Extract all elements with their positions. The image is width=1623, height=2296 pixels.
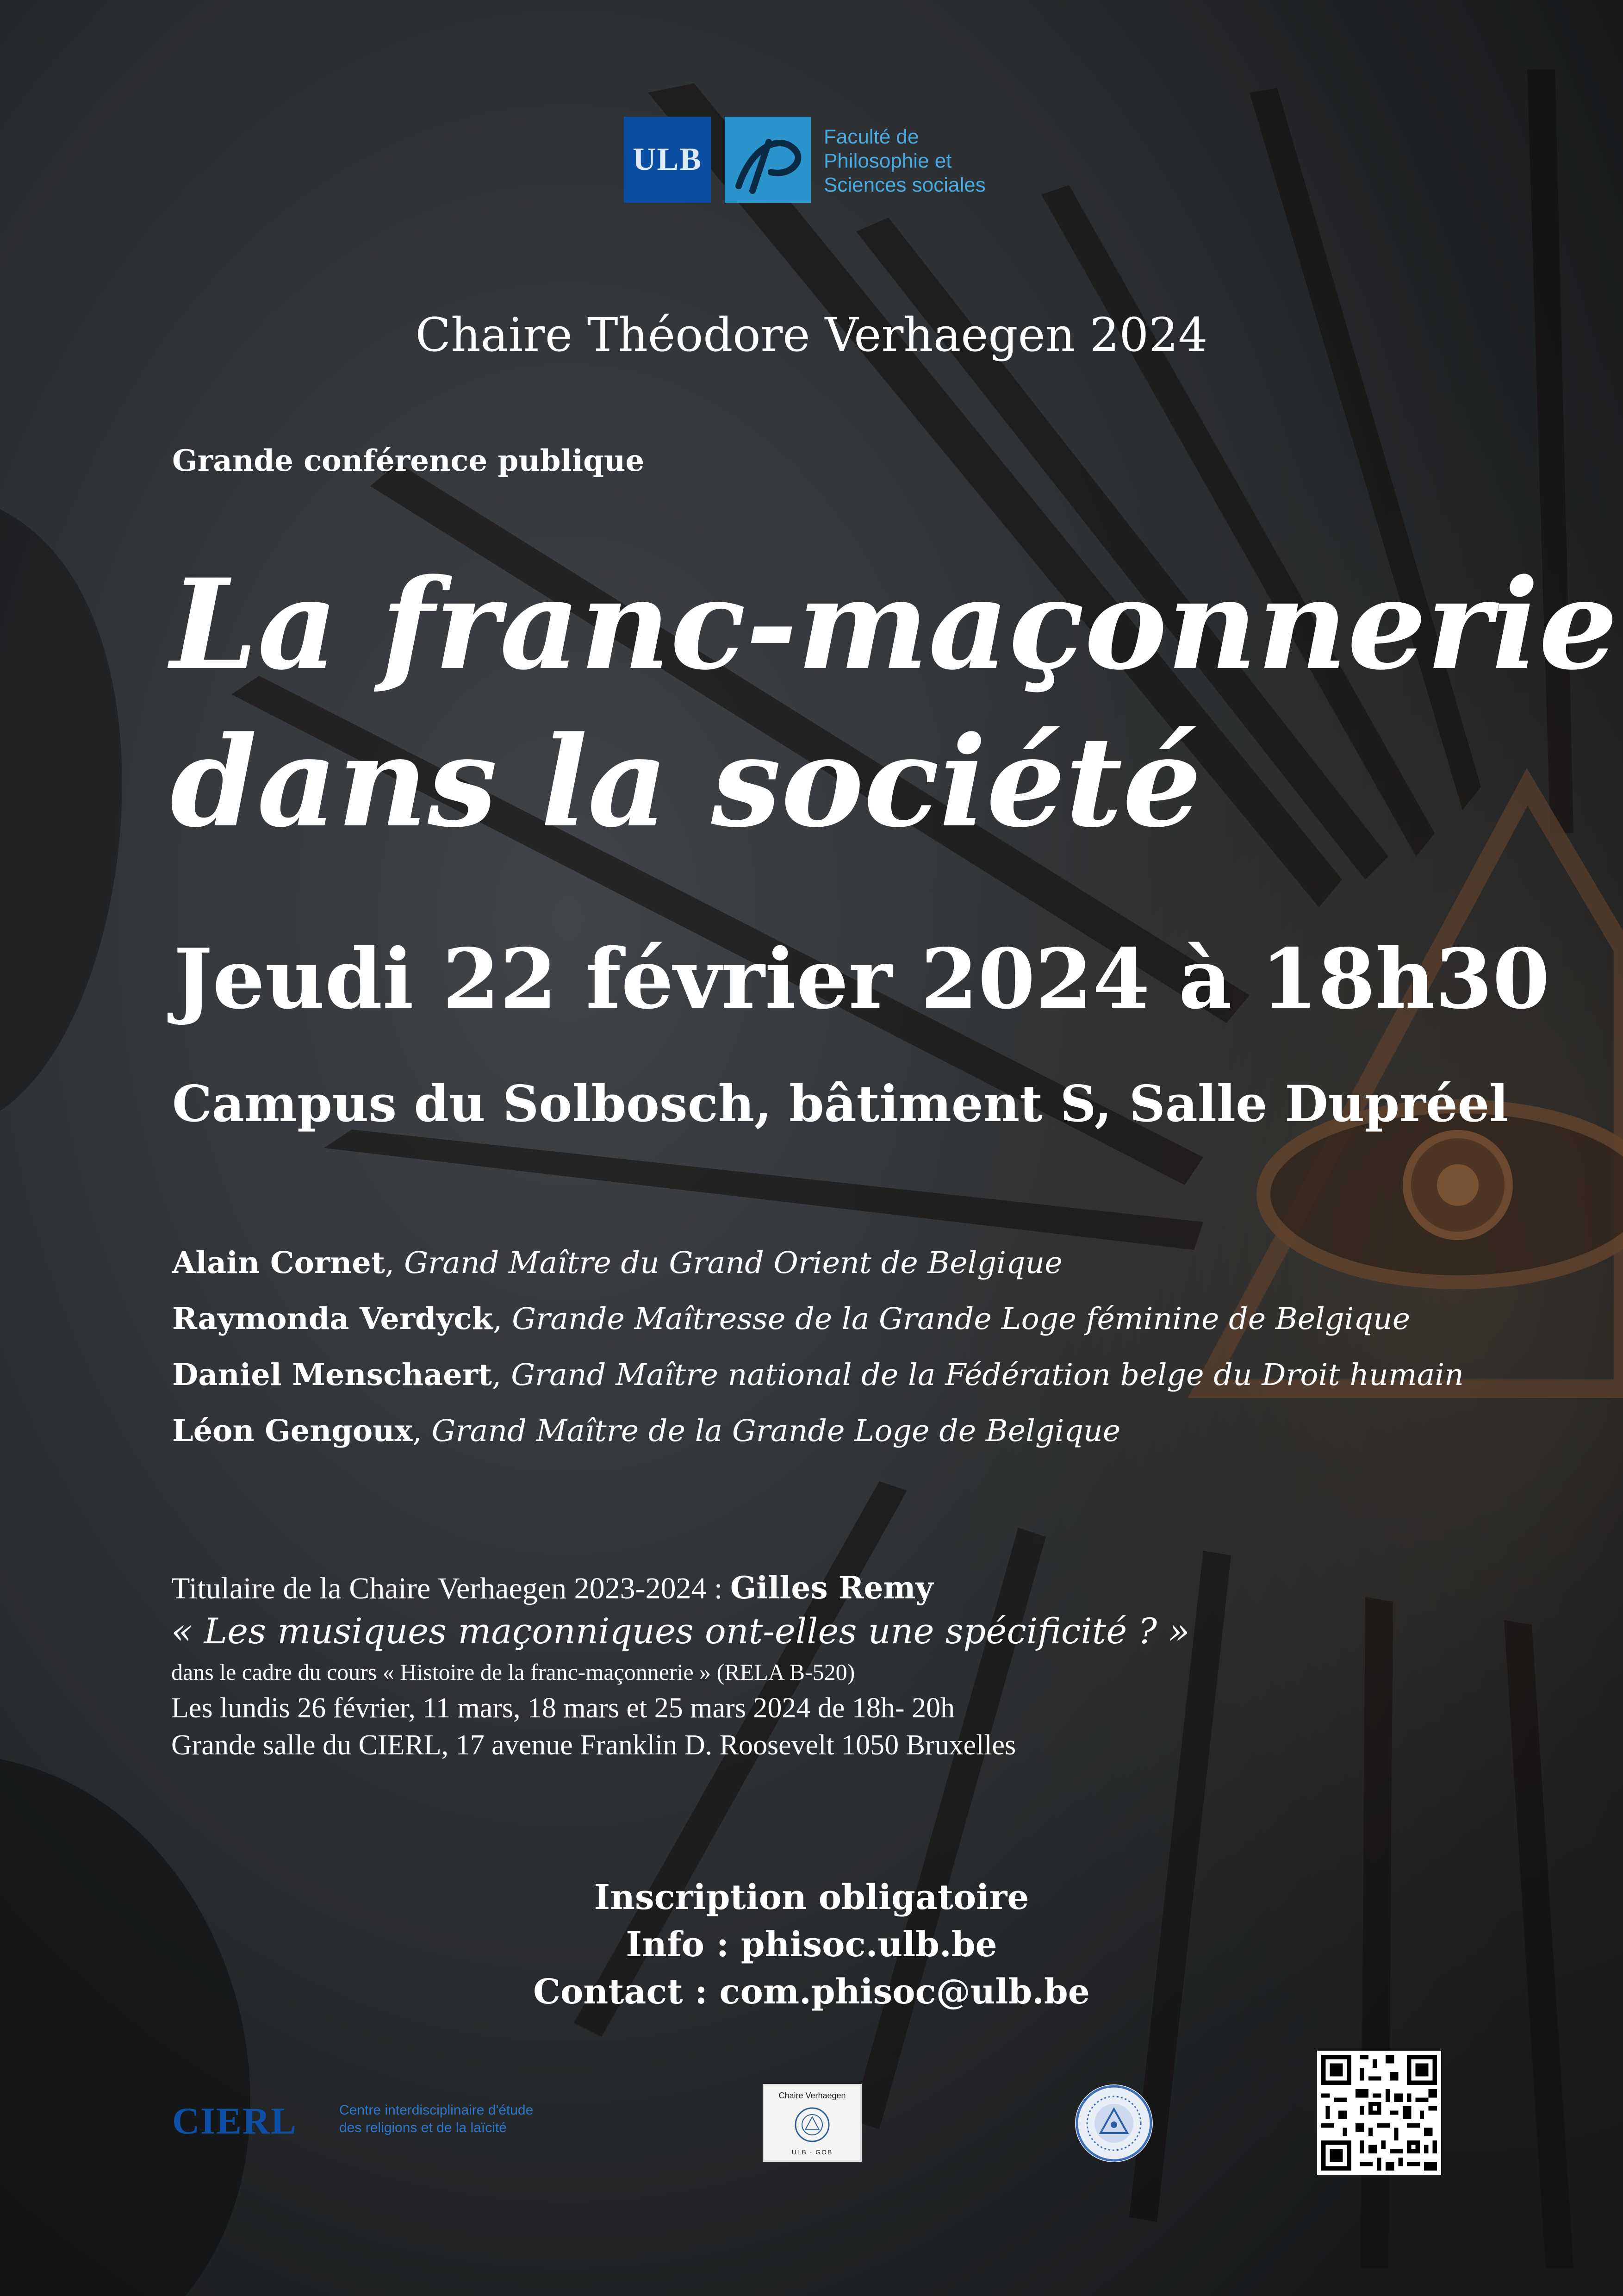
- speaker-name: Raymonda Verdyck: [172, 1301, 493, 1336]
- titulaire-line: [171, 1568, 1467, 1608]
- speaker-item: Daniel Menschaert, Grand Maître national de la Fédération belge du Droit humain: [172, 1357, 1464, 1392]
- titulaire-venue: Grande salle du CIERL, 17 avenue Franklin D. Roosevelt 1050 Bruxelles: [171, 1729, 1016, 1761]
- faculty-name-line: Philosophie et: [824, 150, 952, 172]
- speaker-role: Grand Maître du Grand Orient de Belgique: [404, 1246, 1063, 1280]
- chaire-title: Chaire Théodore Verhaegen 2024: [415, 308, 1208, 362]
- titulaire-prefix: Titulaire de la Chaire Verhaegen 2023-2024 :: [171, 1572, 730, 1605]
- faculty-name-line: Faculté de: [824, 125, 919, 148]
- event-title-line-1: La franc-maçonnerie: [170, 552, 1618, 698]
- chaire-verhaegen-logo: [763, 2084, 862, 2162]
- info-link[interactable]: Info : phisoc.ulb.be: [626, 1925, 997, 1965]
- cierl-logo: CIERL: [172, 2100, 297, 2142]
- cierl-tagline-line: des religions et de la laïcité: [339, 2120, 507, 2135]
- titulaire-talk: « Les musiques maçonniques ont-elles une spécificité ? »: [171, 1610, 1190, 1652]
- titulaire-dates: Les lundis 26 février, 11 mars, 18 mars et 25 mars 2024 de 18h- 20h: [171, 1692, 955, 1724]
- titulaire-name: Gilles Remy: [730, 1570, 933, 1606]
- ulb-logo-text: ULB: [633, 142, 702, 177]
- contact-email[interactable]: Contact : com.phisoc@ulb.be: [533, 1972, 1090, 2012]
- event-title: [170, 546, 1618, 861]
- titulaire-block: [171, 1568, 1467, 1764]
- faculty-logo-icon: [725, 117, 811, 203]
- speaker-role: Grande Maîtresse de la Grande Loge féminine de Belgique: [512, 1302, 1411, 1336]
- chaire-verhaegen-emblem-icon: [793, 2106, 831, 2144]
- event-place: Campus du Solbosch, bâtiment S, Salle Dupréel: [172, 1075, 1509, 1133]
- speaker-item: Raymonda Verdyck, Grande Maîtresse de la Grande Loge féminine de Belgique: [172, 1301, 1411, 1336]
- cierl-tagline-line: Centre interdisciplinaire d'étude: [339, 2103, 534, 2118]
- speaker-role: Grand Maître de la Grande Loge de Belgique: [431, 1414, 1121, 1448]
- ulb-logo: [624, 117, 711, 203]
- speaker-role: Grand Maître national de la Fédération belge du Droit humain: [511, 1358, 1464, 1392]
- speaker-item: Léon Gengoux, Grand Maître de la Grande Loge de Belgique: [172, 1413, 1121, 1448]
- qr-code-icon[interactable]: [1317, 2051, 1441, 2175]
- speaker-item: Alain Cornet, Grand Maître du Grand Orient de Belgique: [172, 1245, 1063, 1280]
- event-date: Jeudi 22 février 2024 à 18h30: [174, 930, 1550, 1027]
- speakers-list: [172, 1235, 1464, 1459]
- info-block: [0, 1874, 1623, 2015]
- event-kicker: Grande conférence publique: [172, 443, 645, 478]
- speaker-name: Alain Cornet: [172, 1245, 385, 1280]
- titulaire-course: dans le cadre du cours « Histoire de la franc-maçonnerie » (RELA B-520): [171, 1659, 855, 1685]
- registration-note: Inscription obligatoire: [594, 1878, 1029, 1917]
- cierl-tagline: [339, 2102, 533, 2137]
- grand-orient-seal-icon: [1074, 2083, 1154, 2164]
- speaker-name: Daniel Menschaert: [172, 1357, 492, 1392]
- faculty-name-line: Sciences sociales: [824, 174, 986, 196]
- event-title-line-2: dans la société: [170, 709, 1202, 855]
- chaire-verhaegen-logo-bottom: ULB · GOB: [791, 2148, 833, 2156]
- chaire-verhaegen-logo-title: Chaire Verhaegen: [778, 2091, 846, 2100]
- speaker-name: Léon Gengoux: [172, 1413, 413, 1448]
- faculty-name: [824, 125, 1064, 197]
